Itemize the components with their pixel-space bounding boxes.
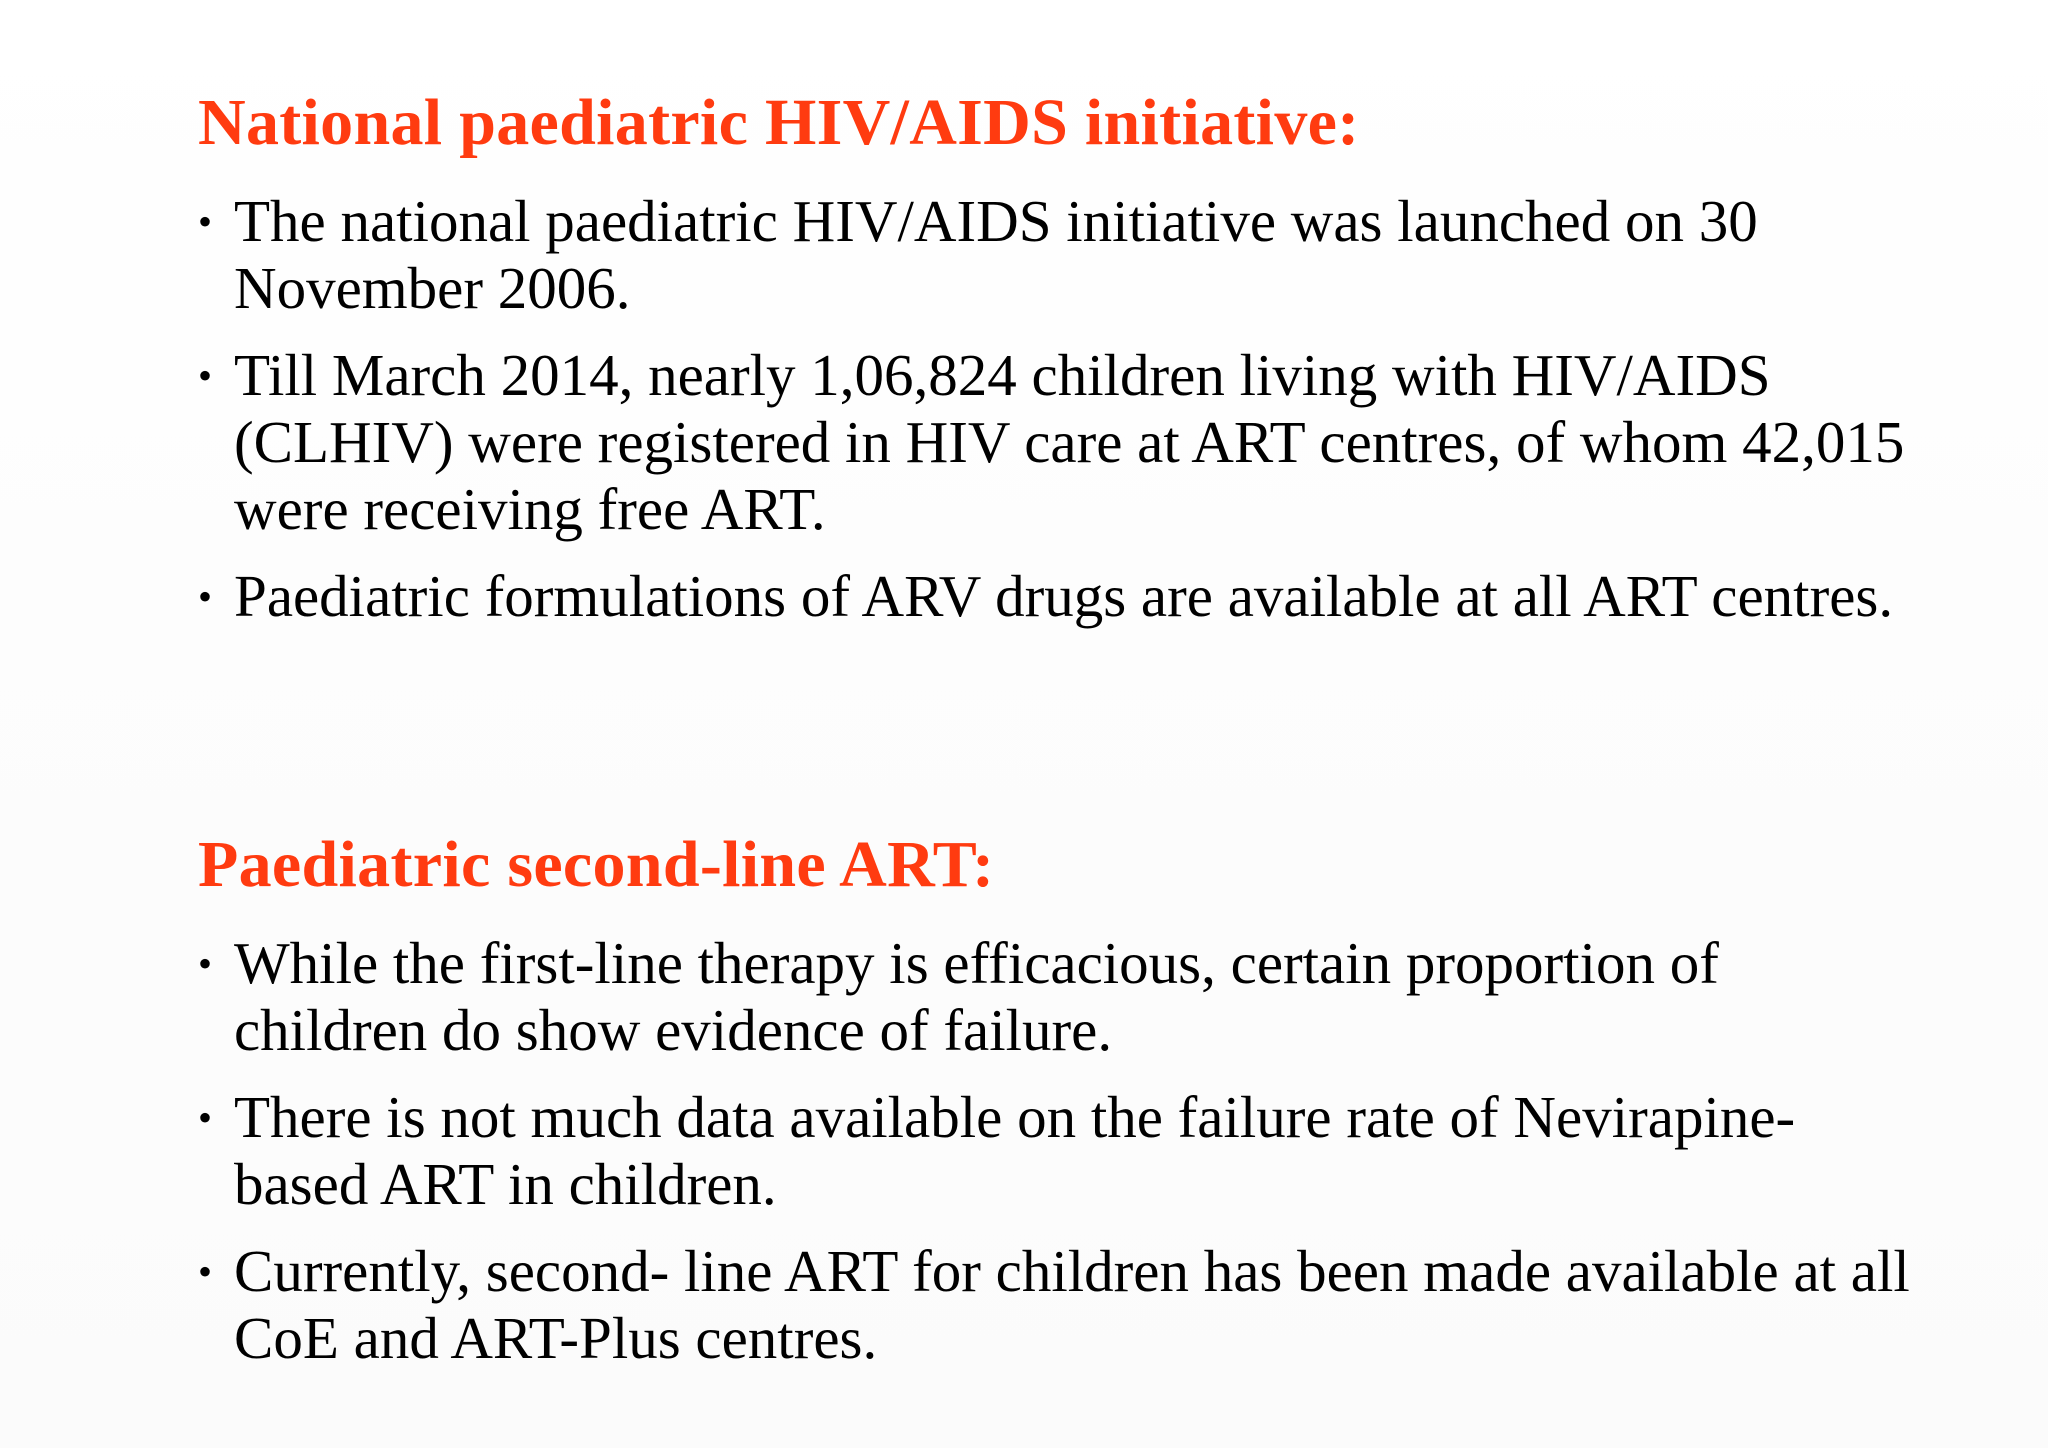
bullet-list xyxy=(198,930,1918,1372)
bullet-item xyxy=(198,930,1918,1064)
bullet-text: Till March 2014, nearly 1,06,824 children living with HIV/AIDS (CLHIV) were registered in HIV care at ART centres, of whom 42,015 were receiving free ART. xyxy=(234,342,1905,542)
bullet-icon: • xyxy=(198,941,213,986)
section-heading: Paediatric second-line ART: xyxy=(198,828,995,901)
section-paediatric-initiative xyxy=(198,84,1918,650)
bullet-item xyxy=(198,563,1918,630)
bullet-icon: • xyxy=(198,1249,213,1294)
bullet-text: While the first-line therapy is efficacious, certain proportion of children do show evidence of failure. xyxy=(234,930,1719,1063)
bullet-text: Currently, second- line ART for children has been made available at all CoE and ART-Plus centres. xyxy=(234,1238,1910,1371)
bullet-icon: • xyxy=(198,353,213,398)
bullet-icon: • xyxy=(198,199,213,244)
bullet-icon: • xyxy=(198,574,213,619)
bullet-item xyxy=(198,188,1918,322)
bullet-item xyxy=(198,342,1918,543)
bullet-item xyxy=(198,1238,1918,1372)
bullet-text: Paediatric formulations of ARV drugs are available at all ART centres. xyxy=(234,563,1894,629)
section-second-line-art xyxy=(198,826,1918,1392)
bullet-text: The national paediatric HIV/AIDS initiative was launched on 30 November 2006. xyxy=(234,188,1758,321)
section-heading: National paediatric HIV/AIDS initiative: xyxy=(198,86,1360,159)
bullet-list xyxy=(198,188,1918,630)
bullet-icon: • xyxy=(198,1095,213,1140)
bullet-text: There is not much data available on the failure rate of Nevirapine-based ART in children. xyxy=(234,1084,1796,1217)
bullet-item xyxy=(198,1084,1918,1218)
